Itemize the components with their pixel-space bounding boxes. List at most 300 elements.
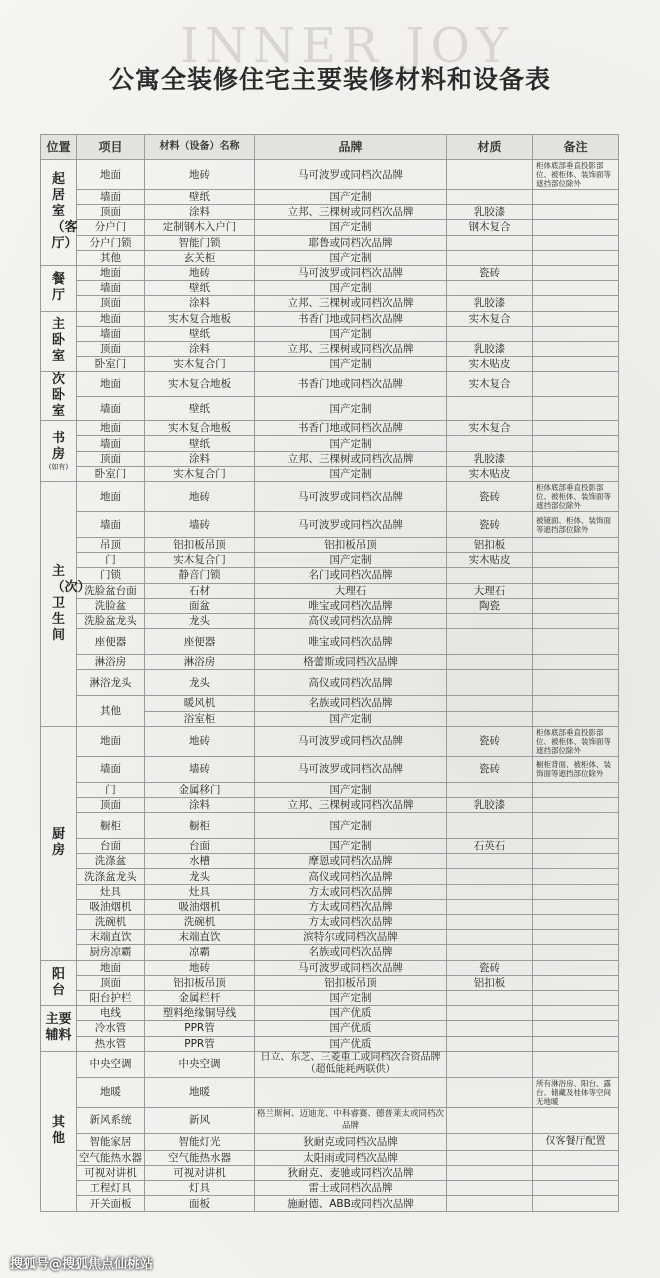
cell-brand: 狄耐克或同档次品牌 bbox=[255, 1133, 447, 1150]
table-row bbox=[41, 160, 619, 190]
cell-item: 墙面 bbox=[77, 281, 145, 296]
cell-brand: 马可波罗或同档次品牌 bbox=[255, 726, 447, 756]
cell-brand: 马可波罗或同档次品牌 bbox=[255, 160, 447, 190]
cell-texture bbox=[447, 990, 533, 1005]
cell-material: 壁纸 bbox=[145, 281, 255, 296]
cell-remarks bbox=[533, 930, 619, 945]
cell-brand: 国产定制 bbox=[255, 711, 447, 726]
group-label-text: 主（次）卫生间 bbox=[51, 563, 91, 643]
cell-material: 新风 bbox=[145, 1107, 255, 1133]
table-row bbox=[41, 466, 619, 481]
cell-material: 壁纸 bbox=[145, 436, 255, 451]
table-row bbox=[41, 813, 619, 839]
cell-brand: 国产定制 bbox=[255, 326, 447, 341]
cell-texture bbox=[447, 813, 533, 839]
table-row bbox=[41, 357, 619, 372]
cell-material: 地砖 bbox=[145, 960, 255, 975]
cell-remarks bbox=[533, 1036, 619, 1051]
cell-remarks: 仅客餐厅配置 bbox=[533, 1133, 619, 1150]
cell-texture bbox=[447, 1021, 533, 1036]
table-row bbox=[41, 915, 619, 930]
cell-material: 静音门锁 bbox=[145, 568, 255, 583]
cell-item: 顶面 bbox=[77, 205, 145, 220]
cell-item: 其他 bbox=[77, 250, 145, 265]
cell-material: 涂料 bbox=[145, 341, 255, 356]
cell-item: 工程灯具 bbox=[77, 1181, 145, 1196]
table-row bbox=[41, 538, 619, 553]
table-row bbox=[41, 265, 619, 280]
cell-brand: 国产定制 bbox=[255, 220, 447, 235]
cell-material: 壁纸 bbox=[145, 326, 255, 341]
cell-item: 卧室门 bbox=[77, 466, 145, 481]
cell-remarks bbox=[533, 960, 619, 975]
cell-item: 灶具 bbox=[77, 884, 145, 899]
table-row bbox=[41, 960, 619, 975]
cell-remarks bbox=[533, 945, 619, 960]
table-row bbox=[41, 1021, 619, 1036]
cell-material: 灶具 bbox=[145, 884, 255, 899]
cell-material: 实木复合门 bbox=[145, 357, 255, 372]
cell-texture bbox=[447, 670, 533, 696]
cell-texture: 铝扣板 bbox=[447, 975, 533, 990]
group-sublabel: (如有) bbox=[48, 463, 69, 472]
table-row bbox=[41, 756, 619, 782]
cell-material: 金属栏杆 bbox=[145, 990, 255, 1005]
cell-remarks bbox=[533, 341, 619, 356]
table-row bbox=[41, 990, 619, 1005]
cell-brand: 铝扣板吊顶 bbox=[255, 538, 447, 553]
group-label-text: 餐厅 bbox=[51, 272, 65, 304]
cell-material: 凉霸 bbox=[145, 945, 255, 960]
cell-material: 涂料 bbox=[145, 205, 255, 220]
cell-remarks bbox=[533, 915, 619, 930]
cell-brand: 马可波罗或同档次品牌 bbox=[255, 512, 447, 538]
cell-brand: 方太或同档次品牌 bbox=[255, 915, 447, 930]
cell-brand: 国产优质 bbox=[255, 1021, 447, 1036]
cell-texture bbox=[447, 613, 533, 628]
cell-brand: 高仪或同档次品牌 bbox=[255, 613, 447, 628]
cell-texture bbox=[447, 1166, 533, 1181]
table-row bbox=[41, 854, 619, 869]
table-row bbox=[41, 1036, 619, 1051]
cell-material: 智能门锁 bbox=[145, 235, 255, 250]
cell-texture: 实木贴皮 bbox=[447, 553, 533, 568]
cell-material: 实木复合地板 bbox=[145, 372, 255, 397]
cell-item: 地面 bbox=[77, 960, 145, 975]
cell-brand: 施耐德、ABB或同档次品牌 bbox=[255, 1196, 447, 1211]
cell-material: 金属移门 bbox=[145, 782, 255, 797]
cell-brand: 太阳雨或同档次品牌 bbox=[255, 1150, 447, 1165]
cell-brand: 国产定制 bbox=[255, 990, 447, 1005]
cell-remarks bbox=[533, 655, 619, 670]
cell-remarks bbox=[533, 235, 619, 250]
cell-remarks bbox=[533, 281, 619, 296]
cell-brand: 滨特尔或同档次品牌 bbox=[255, 930, 447, 945]
cell-material: 墙砖 bbox=[145, 756, 255, 782]
table-row bbox=[41, 341, 619, 356]
cell-texture: 石英石 bbox=[447, 839, 533, 854]
cell-item: 冷水管 bbox=[77, 1021, 145, 1036]
cell-remarks bbox=[533, 538, 619, 553]
cell-texture: 钢木复合 bbox=[447, 220, 533, 235]
cell-remarks bbox=[533, 436, 619, 451]
cell-remarks bbox=[533, 975, 619, 990]
cell-remarks bbox=[533, 899, 619, 914]
cell-texture bbox=[447, 1051, 533, 1077]
cell-item: 地面 bbox=[77, 482, 145, 512]
cell-item: 淋浴房 bbox=[77, 655, 145, 670]
cell-remarks bbox=[533, 553, 619, 568]
cell-material: 涂料 bbox=[145, 296, 255, 311]
cell-material: 面盆 bbox=[145, 598, 255, 613]
cell-material: 面板 bbox=[145, 1196, 255, 1211]
cell-brand: 立邦、三棵树或同档次品牌 bbox=[255, 451, 447, 466]
cell-item: 洗涤盆 bbox=[77, 854, 145, 869]
table-row bbox=[41, 1006, 619, 1021]
cell-item: 洗脸盆台面 bbox=[77, 583, 145, 598]
table-row bbox=[41, 220, 619, 235]
cell-texture bbox=[447, 930, 533, 945]
cell-remarks: 所有淋浴房、阳台、露台、储藏及桂体等空间无地暖 bbox=[533, 1077, 619, 1107]
cell-texture: 实木复合 bbox=[447, 372, 533, 397]
cell-item: 电线 bbox=[77, 1006, 145, 1021]
cell-remarks: 柜体底部垂直投影部位、被柜体、装饰面等遮挡部位除外 bbox=[533, 726, 619, 756]
cell-remarks bbox=[533, 1021, 619, 1036]
cell-remarks bbox=[533, 1150, 619, 1165]
table-row bbox=[41, 1150, 619, 1165]
cell-item: 可视对讲机 bbox=[77, 1166, 145, 1181]
cell-brand: 立邦、三棵树或同档次品牌 bbox=[255, 341, 447, 356]
cell-texture bbox=[447, 629, 533, 655]
cell-remarks bbox=[533, 598, 619, 613]
group-label-text: 起居室（客厅） bbox=[51, 172, 78, 252]
cell-texture: 乳胶漆 bbox=[447, 296, 533, 311]
table-row bbox=[41, 372, 619, 397]
cell-material: 塑料绝缘铜导线 bbox=[145, 1006, 255, 1021]
cell-brand: 大理石 bbox=[255, 583, 447, 598]
table-row bbox=[41, 396, 619, 421]
header-material: 材料（设备）名称 bbox=[145, 135, 255, 160]
table-row bbox=[41, 629, 619, 655]
cell-texture bbox=[447, 1077, 533, 1107]
table-row bbox=[41, 1077, 619, 1107]
header-texture: 材质 bbox=[447, 135, 533, 160]
cell-material: PPR管 bbox=[145, 1021, 255, 1036]
cell-texture bbox=[447, 1006, 533, 1021]
cell-item: 墙面 bbox=[77, 756, 145, 782]
cell-texture: 瓷砖 bbox=[447, 756, 533, 782]
cell-material: 壁纸 bbox=[145, 396, 255, 421]
cell-brand: 方太或同档次品牌 bbox=[255, 884, 447, 899]
cell-material: 墙砖 bbox=[145, 512, 255, 538]
cell-brand: 名族或同档次品牌 bbox=[255, 696, 447, 711]
table-row bbox=[41, 1181, 619, 1196]
cell-material: 地砖 bbox=[145, 265, 255, 280]
table-row bbox=[41, 782, 619, 797]
cell-item: 顶面 bbox=[77, 975, 145, 990]
cell-brand: 国产定制 bbox=[255, 782, 447, 797]
cell-texture bbox=[447, 160, 533, 190]
group-label-text: 主卧室 bbox=[51, 317, 65, 365]
table-row bbox=[41, 205, 619, 220]
cell-material: 实木复合地板 bbox=[145, 421, 255, 436]
cell-item: 洗涤盆龙头 bbox=[77, 869, 145, 884]
table-row bbox=[41, 1133, 619, 1150]
cell-item: 热水管 bbox=[77, 1036, 145, 1051]
cell-material: 涂料 bbox=[145, 451, 255, 466]
cell-remarks bbox=[533, 1051, 619, 1077]
cell-remarks bbox=[533, 466, 619, 481]
table-row bbox=[41, 553, 619, 568]
cell-texture bbox=[447, 281, 533, 296]
cell-brand: 国产定制 bbox=[255, 250, 447, 265]
cell-remarks bbox=[533, 1181, 619, 1196]
cell-brand: 唯宝或同档次品牌 bbox=[255, 629, 447, 655]
cell-brand: 国产定制 bbox=[255, 396, 447, 421]
source-watermark: 搜狐号@搜狐焦点仙桃站 bbox=[10, 1257, 154, 1272]
cell-brand: 国产定制 bbox=[255, 813, 447, 839]
cell-material: 橱柜 bbox=[145, 813, 255, 839]
cell-texture bbox=[447, 1107, 533, 1133]
group-label-text: 书房 bbox=[51, 431, 65, 463]
cell-texture bbox=[447, 1133, 533, 1150]
cell-texture: 瓷砖 bbox=[447, 512, 533, 538]
cell-brand: 国产定制 bbox=[255, 553, 447, 568]
watermark-text: INNER JOY bbox=[180, 18, 514, 74]
cell-material: 空气能热水器 bbox=[145, 1150, 255, 1165]
cell-remarks bbox=[533, 220, 619, 235]
cell-brand: 国产定制 bbox=[255, 839, 447, 854]
cell-material: 水槽 bbox=[145, 854, 255, 869]
cell-remarks: 被镜面、柜体、装饰面等遮挡部位除外 bbox=[533, 512, 619, 538]
cell-item: 顶面 bbox=[77, 797, 145, 812]
cell-texture bbox=[447, 1181, 533, 1196]
cell-item: 洗脸盆龙头 bbox=[77, 613, 145, 628]
cell-texture bbox=[447, 655, 533, 670]
cell-material: 铝扣板吊顶 bbox=[145, 538, 255, 553]
cell-remarks bbox=[533, 1006, 619, 1021]
cell-item: 台面 bbox=[77, 839, 145, 854]
table-row bbox=[41, 190, 619, 205]
cell-item: 门 bbox=[77, 782, 145, 797]
cell-item: 墙面 bbox=[77, 512, 145, 538]
cell-texture: 大理石 bbox=[447, 583, 533, 598]
cell-texture bbox=[447, 436, 533, 451]
cell-material: 实木复合门 bbox=[145, 466, 255, 481]
cell-brand: 格兰斯柯、迈迪龙、中科睿赛、德普莱太或同档次品牌 bbox=[255, 1107, 447, 1133]
table-row bbox=[41, 797, 619, 812]
cell-item: 地暖 bbox=[77, 1077, 145, 1107]
cell-material: 末端直饮 bbox=[145, 930, 255, 945]
cell-material: 灯具 bbox=[145, 1181, 255, 1196]
table-row bbox=[41, 326, 619, 341]
cell-brand: 格蕾斯或同档次品牌 bbox=[255, 655, 447, 670]
cell-remarks bbox=[533, 813, 619, 839]
cell-brand: 立邦、三棵树或同档次品牌 bbox=[255, 296, 447, 311]
table-row bbox=[41, 930, 619, 945]
cell-material: 实木复合地板 bbox=[145, 311, 255, 326]
group-label-kitchen bbox=[41, 726, 77, 960]
cell-material: 中央空调 bbox=[145, 1051, 255, 1077]
table-row bbox=[41, 613, 619, 628]
cell-material: 涂料 bbox=[145, 797, 255, 812]
cell-material: PPR管 bbox=[145, 1036, 255, 1051]
cell-item: 门 bbox=[77, 553, 145, 568]
cell-brand: 日立、东芝、三菱重工或同档次合资品牌（超低能耗两联供） bbox=[255, 1051, 447, 1077]
cell-remarks bbox=[533, 250, 619, 265]
cell-material: 淋浴房 bbox=[145, 655, 255, 670]
cell-remarks bbox=[533, 583, 619, 598]
cell-item: 顶面 bbox=[77, 341, 145, 356]
cell-remarks bbox=[533, 1166, 619, 1181]
cell-brand: 马可波罗或同档次品牌 bbox=[255, 960, 447, 975]
cell-remarks bbox=[533, 326, 619, 341]
cell-item: 中央空调 bbox=[77, 1051, 145, 1077]
table-row bbox=[41, 1166, 619, 1181]
table-row bbox=[41, 975, 619, 990]
cell-remarks: 柜体底部垂直投影部位、被柜体、装饰面等遮挡部位除外 bbox=[533, 482, 619, 512]
cell-texture bbox=[447, 326, 533, 341]
cell-brand: 立邦、三棵树或同档次品牌 bbox=[255, 797, 447, 812]
cell-texture bbox=[447, 568, 533, 583]
cell-texture: 实木贴皮 bbox=[447, 357, 533, 372]
header-item: 项目 bbox=[77, 135, 145, 160]
group-label-study bbox=[41, 421, 77, 482]
cell-texture bbox=[447, 396, 533, 421]
cell-remarks bbox=[533, 711, 619, 726]
table-row bbox=[41, 696, 619, 711]
table-body bbox=[41, 160, 619, 1212]
table-row bbox=[41, 583, 619, 598]
table-row bbox=[41, 482, 619, 512]
cell-remarks: 柜体底部垂直投影部位、被柜体、装饰面等遮挡部位除外 bbox=[533, 160, 619, 190]
group-label-balcony bbox=[41, 960, 77, 1006]
cell-brand: 名门或同档次品牌 bbox=[255, 568, 447, 583]
table-row bbox=[41, 839, 619, 854]
cell-material: 龙头 bbox=[145, 869, 255, 884]
cell-texture: 陶瓷 bbox=[447, 598, 533, 613]
cell-brand: 立邦、三棵树或同档次品牌 bbox=[255, 205, 447, 220]
cell-material: 实木复合门 bbox=[145, 553, 255, 568]
table-row bbox=[41, 311, 619, 326]
cell-texture bbox=[447, 945, 533, 960]
cell-brand: 马可波罗或同档次品牌 bbox=[255, 756, 447, 782]
table-row bbox=[41, 899, 619, 914]
cell-item: 吸油烟机 bbox=[77, 899, 145, 914]
cell-material: 座便器 bbox=[145, 629, 255, 655]
cell-material: 浴室柜 bbox=[145, 711, 255, 726]
group-label-text: 主要辅料 bbox=[45, 1012, 72, 1044]
cell-item: 开关面板 bbox=[77, 1196, 145, 1211]
cell-brand: 高仪或同档次品牌 bbox=[255, 670, 447, 696]
cell-texture bbox=[447, 711, 533, 726]
cell-texture bbox=[447, 915, 533, 930]
cell-brand: 唯宝或同档次品牌 bbox=[255, 598, 447, 613]
cell-item: 座便器 bbox=[77, 629, 145, 655]
cell-texture: 乳胶漆 bbox=[447, 205, 533, 220]
cell-texture bbox=[447, 1036, 533, 1051]
cell-texture bbox=[447, 696, 533, 711]
cell-remarks bbox=[533, 629, 619, 655]
table-row bbox=[41, 235, 619, 250]
cell-item: 卧室门 bbox=[77, 357, 145, 372]
cell-material: 定制钢木入户门 bbox=[145, 220, 255, 235]
cell-item: 墙面 bbox=[77, 190, 145, 205]
cell-item: 地面 bbox=[77, 160, 145, 190]
cell-remarks bbox=[533, 451, 619, 466]
cell-brand: 摩恩或同档次品牌 bbox=[255, 854, 447, 869]
cell-item: 厨房凉霸 bbox=[77, 945, 145, 960]
cell-texture bbox=[447, 1196, 533, 1211]
cell-remarks bbox=[533, 396, 619, 421]
table-header-row bbox=[41, 135, 619, 160]
table-row bbox=[41, 869, 619, 884]
table-row bbox=[41, 568, 619, 583]
header-location: 位置 bbox=[41, 135, 77, 160]
cell-texture bbox=[447, 782, 533, 797]
cell-brand: 书香门地或同档次品牌 bbox=[255, 372, 447, 397]
group-label-text: 其他 bbox=[51, 1115, 65, 1147]
table-row bbox=[41, 436, 619, 451]
cell-remarks bbox=[533, 613, 619, 628]
table-row bbox=[41, 655, 619, 670]
group-label-bath bbox=[41, 482, 91, 727]
cell-remarks bbox=[533, 311, 619, 326]
header-remarks: 备注 bbox=[533, 135, 619, 160]
cell-remarks bbox=[533, 265, 619, 280]
page-title: 公寓全装修住宅主要装修材料和设备表 bbox=[108, 65, 551, 94]
table-row bbox=[41, 1107, 619, 1133]
cell-texture bbox=[447, 884, 533, 899]
table-row bbox=[41, 512, 619, 538]
table-row bbox=[41, 250, 619, 265]
cell-brand: 马可波罗或同档次品牌 bbox=[255, 482, 447, 512]
cell-item: 顶面 bbox=[77, 296, 145, 311]
cell-item: 墙面 bbox=[77, 436, 145, 451]
cell-material: 吸油烟机 bbox=[145, 899, 255, 914]
table-row bbox=[41, 281, 619, 296]
cell-item: 吊顶 bbox=[77, 538, 145, 553]
cell-brand: 书香门地或同档次品牌 bbox=[255, 311, 447, 326]
cell-material: 台面 bbox=[145, 839, 255, 854]
cell-remarks bbox=[533, 190, 619, 205]
cell-texture: 铝扣板 bbox=[447, 538, 533, 553]
cell-remarks bbox=[533, 869, 619, 884]
cell-brand: 国产优质 bbox=[255, 1036, 447, 1051]
cell-texture bbox=[447, 899, 533, 914]
cell-brand: 国产定制 bbox=[255, 190, 447, 205]
cell-item: 地面 bbox=[77, 726, 145, 756]
cell-brand: 国产定制 bbox=[255, 436, 447, 451]
table-row bbox=[41, 670, 619, 696]
cell-material: 智能灯光 bbox=[145, 1133, 255, 1150]
cell-item: 其他 bbox=[77, 696, 145, 726]
cell-remarks bbox=[533, 797, 619, 812]
cell-brand: 国产定制 bbox=[255, 466, 447, 481]
cell-remarks bbox=[533, 205, 619, 220]
cell-item: 地面 bbox=[77, 311, 145, 326]
table-row bbox=[41, 598, 619, 613]
cell-item: 新风系统 bbox=[77, 1107, 145, 1133]
cell-item: 分户门锁 bbox=[77, 235, 145, 250]
cell-material: 地砖 bbox=[145, 482, 255, 512]
materials-table bbox=[40, 134, 619, 1212]
cell-texture: 实木复合 bbox=[447, 311, 533, 326]
cell-material: 龙头 bbox=[145, 613, 255, 628]
cell-remarks bbox=[533, 990, 619, 1005]
cell-remarks bbox=[533, 696, 619, 711]
cell-item: 橱柜 bbox=[77, 813, 145, 839]
